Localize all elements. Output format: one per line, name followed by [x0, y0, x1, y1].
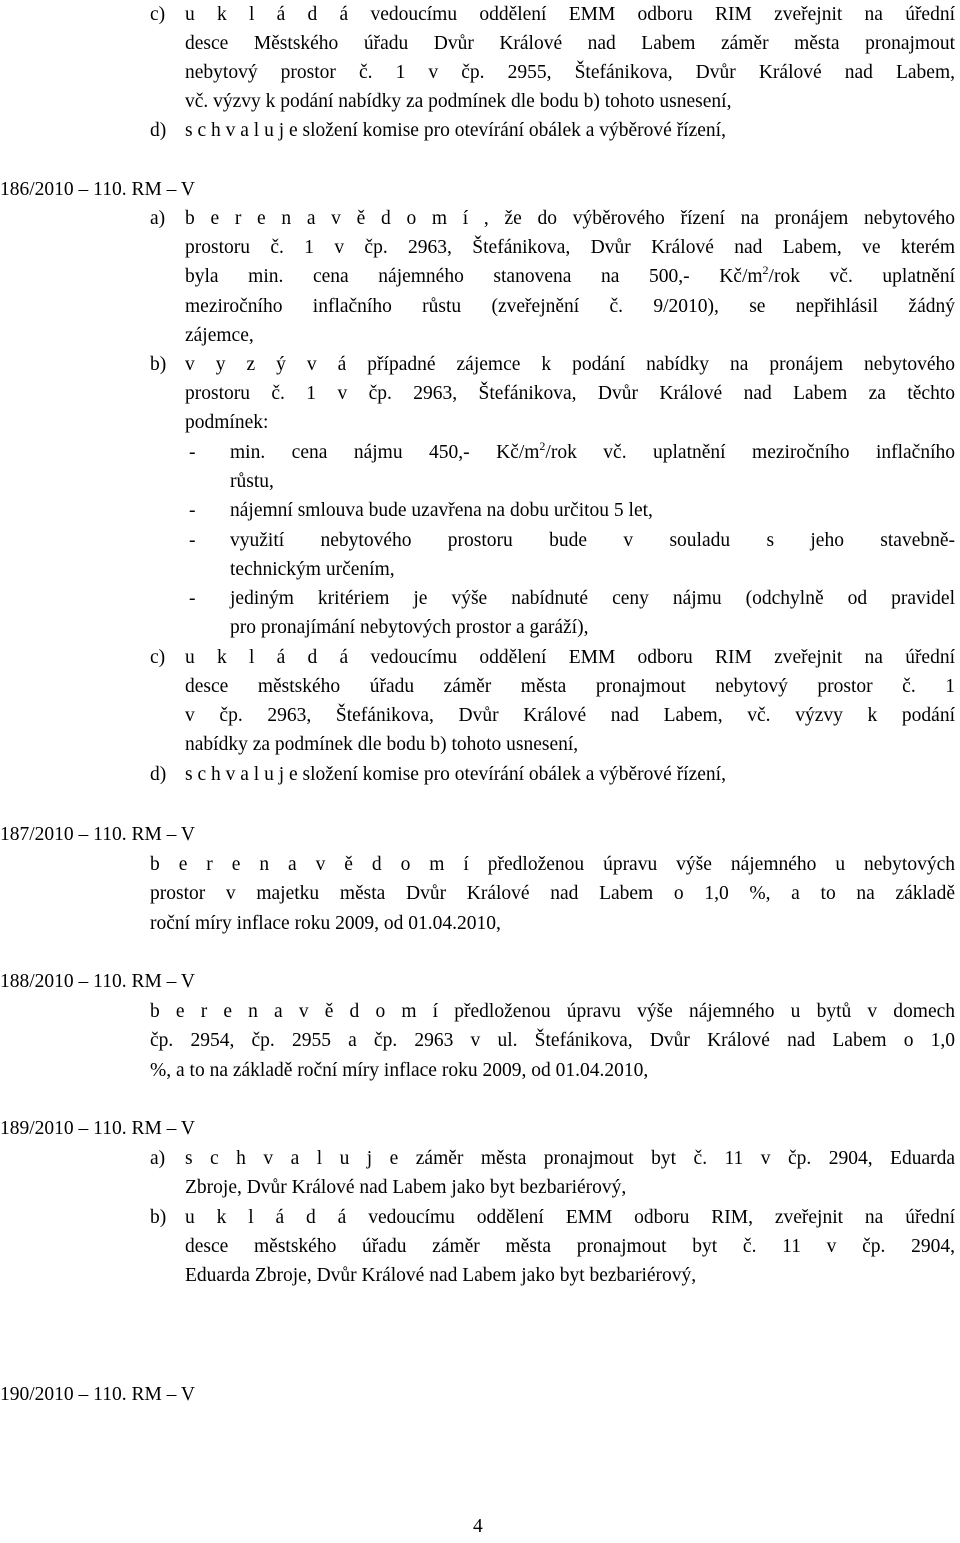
- bullet-dash: -: [189, 442, 196, 463]
- resolution-heading-188: 188/2010 – 110. RM – V: [0, 971, 196, 992]
- condition-3-cont: technickým určením,: [230, 559, 395, 580]
- top-c-line-4: vč. výzvy k podání nabídky za podmínek dle bodu b) tohoto usnesení,: [185, 91, 732, 112]
- paragraph-text: složení komise pro otevírání obálek a výběrové řízení,: [302, 120, 726, 141]
- text-part: min. cena nájmu 450,- Kč/m: [230, 442, 540, 463]
- r186-b-line-2: prostoru č. 1 v čp. 2963, Štefánikova, Dvůr Králové nad Labem za těchto: [185, 383, 955, 404]
- keyword-ukladam: u k l á d á: [185, 647, 349, 668]
- r189-b-line-3: Eduarda Zbroje, Dvůr Králové nad Labem jako byt bezbariérový,: [185, 1265, 697, 1286]
- r186-c-line-1: [185, 643, 955, 672]
- paragraph-text: vedoucímu oddělení EMM odboru RIM zveřejnit na úřední: [370, 647, 956, 668]
- r188-line-2: čp. 2954, čp. 2955 a čp. 2963 v ul. Štefánikova, Dvůr Králové nad Labem o 1,0: [150, 1030, 955, 1051]
- page-number: 4: [473, 1516, 483, 1537]
- resolution-heading-189: 189/2010 – 110. RM – V: [0, 1118, 196, 1139]
- condition-1-cont: růstu,: [230, 471, 274, 492]
- r189-a-line-1: [185, 1144, 955, 1173]
- paragraph-text: vedoucímu oddělení EMM odboru RIM zveřejnit na úřední: [370, 4, 956, 25]
- r186-b-line-3: podmínek:: [185, 412, 269, 433]
- keyword-bere-na-vedomi: b e r e n a v ě d o m í: [150, 1001, 439, 1022]
- superscript: 2: [762, 263, 769, 277]
- r186-a-line-4: meziročního inflačního růstu (zveřejnění č. 9/2010), se nepřihlásil žádný: [185, 296, 955, 317]
- r186-d-prefix: d): [150, 764, 167, 785]
- r186-c-line-3: v čp. 2963, Štefánikova, Dvůr Králové nad Labem, vč. výzvy k podání: [185, 705, 955, 726]
- keyword-schvaluje: s c h v a l u j e: [185, 1148, 399, 1169]
- condition-1: [230, 438, 955, 467]
- text-part: /rok vč. uplatnění: [768, 266, 955, 287]
- top-c-line-3: nebytový prostor č. 1 v čp. 2955, Štefánikova, Dvůr Králové nad Labem,: [185, 62, 955, 83]
- r189-b-line-1: [185, 1203, 955, 1232]
- paragraph-text: záměr města pronajmout byt č. 11 v čp. 2904, Eduarda: [415, 1148, 956, 1169]
- paragraph-text: předloženou úpravu výše nájemného u nebytových: [487, 854, 955, 875]
- resolution-heading-187: 187/2010 – 110. RM – V: [0, 824, 196, 845]
- r187-line-2: prostor v majetku města Dvůr Králové nad Labem o 1,0 %, a to na základě: [150, 883, 955, 904]
- r186-a-line-2: prostoru č. 1 v čp. 2963, Štefánikova, Dvůr Králové nad Labem, ve kterém: [185, 237, 955, 258]
- top-c-line-1-text: [185, 0, 955, 29]
- keyword-schvaluje: s c h v a l u j e: [185, 120, 298, 141]
- keyword-bere-na-vedomi: b e r e n a v ě d o m í: [150, 854, 469, 875]
- paragraph-text: případné zájemce k podání nabídky na pronájem nebytového: [367, 354, 956, 375]
- resolution-heading-186: 186/2010 – 110. RM – V: [0, 179, 196, 200]
- r189-a-prefix: a): [150, 1148, 166, 1169]
- resolution-heading-190: 190/2010 – 110. RM – V: [0, 1384, 196, 1405]
- paragraph-text: vedoucímu oddělení EMM odboru RIM, zveřejnit na úřední: [368, 1207, 956, 1228]
- r186-b-prefix: b): [150, 354, 167, 375]
- r188-line-3: %, a to na základě roční míry inflace roku 2009, od 01.04.2010,: [150, 1060, 649, 1081]
- r187-line-1: [150, 850, 955, 879]
- r186-a-prefix: a): [150, 208, 166, 229]
- condition-3: využití nebytového prostoru bude v souladu s jeho stavebně-: [230, 530, 955, 551]
- r187-line-3: roční míry inflace roku 2009, od 01.04.2010,: [150, 913, 501, 934]
- paragraph-text: složení komise pro otevírání obálek a výběrové řízení,: [302, 764, 726, 785]
- text-part: byla min. cena nájemného stanovena na 500,- Kč/m: [185, 266, 763, 287]
- condition-2: nájemní smlouva bude uzavřena na dobu určitou 5 let,: [230, 500, 653, 521]
- r186-d-line: [185, 760, 726, 789]
- top-d-prefix: d): [150, 120, 167, 141]
- superscript: 2: [539, 439, 546, 453]
- r186-a-line-1: [185, 204, 955, 233]
- keyword-schvaluje: s c h v a l u j e: [185, 764, 298, 785]
- top-c-line-2: desce Městského úřadu Dvůr Králové nad Labem záměr města pronajmout: [185, 33, 955, 54]
- top-c-line-1: [150, 0, 165, 29]
- text-part: /rok vč. uplatnění meziročního inflačního: [545, 442, 955, 463]
- keyword-bere-na-vedomi: b e r e n a v ě d o m í ,: [185, 208, 489, 229]
- keyword-ukladam: u k l á d á: [185, 1207, 347, 1228]
- r186-c-prefix: c): [150, 647, 166, 668]
- r186-c-line-2: desce městského úřadu záměr města pronajmout nebytový prostor č. 1: [185, 676, 955, 697]
- item-label: c): [150, 4, 166, 25]
- keyword-ukladam: u k l á d á: [185, 4, 349, 25]
- bullet-dash: -: [189, 500, 196, 521]
- bullet-dash: -: [189, 588, 196, 609]
- r186-b-line-1: [185, 350, 955, 379]
- r186-a-line-3: [185, 262, 955, 291]
- paragraph-text: že do výběrového řízení na pronájem nebytového: [504, 208, 956, 229]
- paragraph-text: předloženou úpravu výše nájemného u bytů v domech: [454, 1001, 956, 1022]
- r189-b-prefix: b): [150, 1207, 167, 1228]
- condition-4: jediným kritériem je výše nabídnuté ceny nájmu (odchylně od pravidel: [230, 588, 955, 609]
- r186-a-line-5: zájemce,: [185, 325, 254, 346]
- bullet-dash: -: [189, 530, 196, 551]
- r188-line-1: [150, 997, 955, 1026]
- top-d-line: [185, 116, 726, 145]
- keyword-vyzyva: v y z ý v á: [185, 354, 347, 375]
- r186-c-line-4: nabídky za podmínek dle bodu b) tohoto usnesení,: [185, 734, 579, 755]
- r189-b-line-2: desce městského úřadu záměr města pronajmout byt č. 11 v čp. 2904,: [185, 1236, 955, 1257]
- condition-4-cont: pro pronajímání nebytových prostor a garáží),: [230, 617, 589, 638]
- r189-a-line-2: Zbroje, Dvůr Králové nad Labem jako byt bezbariérový,: [185, 1177, 627, 1198]
